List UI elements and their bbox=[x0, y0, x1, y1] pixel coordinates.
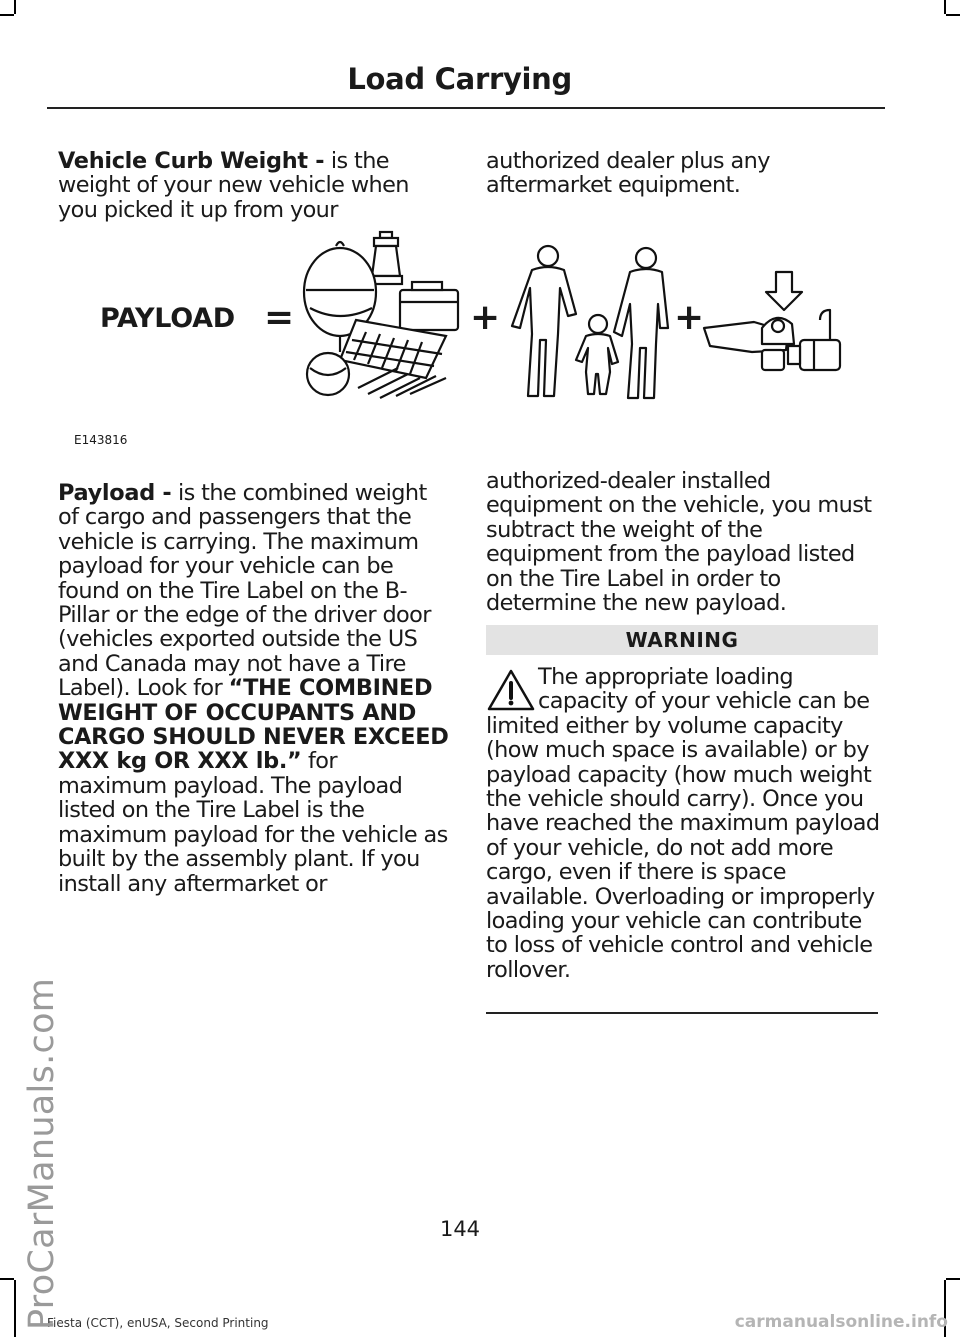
payload-paragraph-right bbox=[486, 469, 880, 615]
crop-mark bbox=[944, 0, 946, 14]
page-title: Load Carrying bbox=[347, 62, 572, 96]
page-number: 144 bbox=[439, 1217, 481, 1241]
crop-mark bbox=[0, 14, 14, 16]
equals-sign: = bbox=[264, 297, 295, 338]
payload-text-continued: for maximum payload. The payload listed on the Tire Label is the maximum payload for the vehicle as built by the assembly plant. If you install any aftermarket or bbox=[58, 748, 448, 897]
curb-weight-term: Vehicle Curb Weight - bbox=[58, 148, 325, 174]
plus-sign: + bbox=[470, 297, 501, 338]
figure-id: E143816 bbox=[74, 433, 128, 447]
cargo-camping-gear-icon bbox=[296, 228, 466, 400]
payload-figure-label: PAYLOAD bbox=[100, 303, 235, 334]
curb-weight-paragraph-right bbox=[486, 149, 826, 198]
curb-weight-paragraph-left bbox=[58, 149, 450, 222]
warning-heading: WARNING bbox=[486, 625, 878, 655]
crop-mark bbox=[14, 0, 16, 14]
payload-paragraph-left bbox=[58, 481, 450, 896]
crop-mark bbox=[14, 1280, 16, 1337]
payload-subtract-text: authorized-dealer installed equipment on the vehicle, you must subtract the weight of the equipment from the payload listed on the Tire Label in order to determine the new payload. bbox=[486, 468, 872, 617]
payload-text: is the combined weight of cargo and passengers that the vehicle is carrying. The maximum payload for your vehicle can be found on the Tire Label on the B-Pillar or the edge of the driver door (vehicles exported outside the US and Canada may not have a Tire Label). Look for bbox=[58, 480, 431, 702]
title-divider bbox=[47, 107, 885, 109]
crop-mark bbox=[946, 1278, 960, 1280]
family-passengers-icon bbox=[506, 244, 676, 402]
curb-weight-text-continued: authorized dealer plus any aftermarket equipment. bbox=[486, 148, 770, 199]
warning-icon-spacer bbox=[486, 665, 538, 713]
warning-body: The appropriate loading capacity of your vehicle can be limited either by volume capacity (how much space is available) or by payload capacity (how much weight the vehicle should carry). Once you have reached the maximum payload of your vehicle, do not add more cargo, even if there is space available. Overloading or improperly loading your vehicle can contribute to loss of vehicle control and vehicle rollover. bbox=[486, 664, 880, 983]
watermark-bottom: carmanualsonline.info bbox=[734, 1312, 948, 1332]
curb-weight-text: is the weight of your new vehicle when you picked it up from your bbox=[58, 148, 409, 223]
payload-term: Payload - bbox=[58, 480, 172, 506]
plus-sign: + bbox=[674, 297, 705, 338]
crop-mark bbox=[946, 14, 960, 16]
crop-mark bbox=[0, 1278, 14, 1280]
tire-label-quote: “THE COMBINED WEIGHT OF OCCUPANTS AND CARGO SHOULD NEVER EXCEED XXX kg OR XXX lb.” bbox=[58, 675, 449, 775]
footer-text: Fiesta (CCT), enUSA, Second Printing bbox=[47, 1316, 269, 1330]
warning-divider bbox=[486, 1012, 878, 1014]
watermark-side: ProCarManuals.com bbox=[22, 977, 62, 1330]
hitch-equipment-icon bbox=[702, 270, 844, 380]
warning-text bbox=[486, 665, 882, 982]
